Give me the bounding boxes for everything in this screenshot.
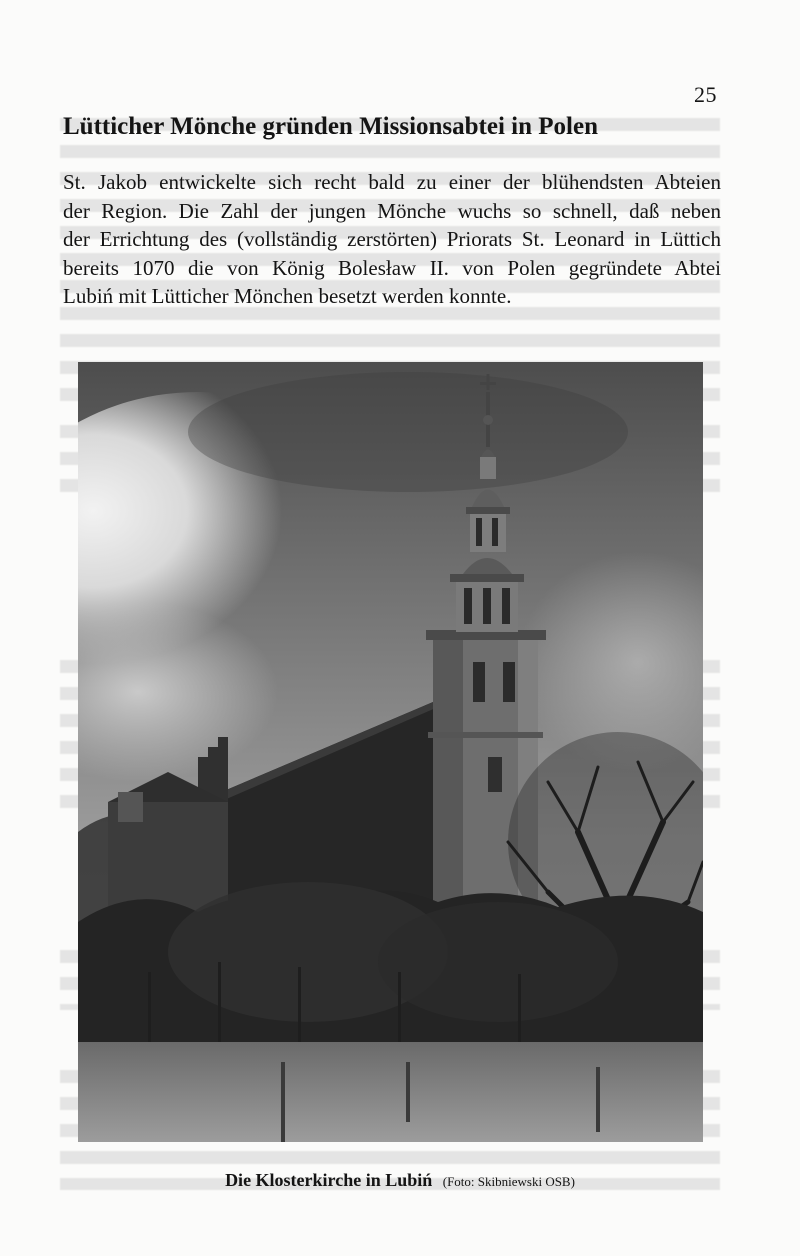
- caption-title: Die Klosterkirche in Lubiń: [225, 1170, 433, 1190]
- page-number: 25: [694, 82, 717, 107]
- body-line: St. Jakob entwickelte sich recht bald zu einer der blühendsten Abteien: [63, 170, 721, 194]
- body-paragraph: [63, 168, 721, 311]
- section-heading: Lütticher Mönche gründen Missionsabtei in Polen: [63, 113, 598, 140]
- body-line: der Region. Die Zahl der jungen Mönche wuchs so schnell, daß neben: [63, 198, 721, 223]
- body-line: bereits 1070 die von König Bolesław II. von Polen gegründete Abtei: [63, 255, 721, 280]
- church-tower-photo: [78, 362, 703, 1142]
- body-line: Lubiń mit Lütticher Mönchen besetzt werden konnte.: [63, 284, 512, 309]
- body-line: der Errichtung des (vollständig zerstörten) Priorats St. Leonard in Lüttich: [63, 227, 721, 252]
- photo-caption: [0, 1170, 800, 1191]
- caption-credit: (Foto: Skibniewski OSB): [442, 1174, 575, 1189]
